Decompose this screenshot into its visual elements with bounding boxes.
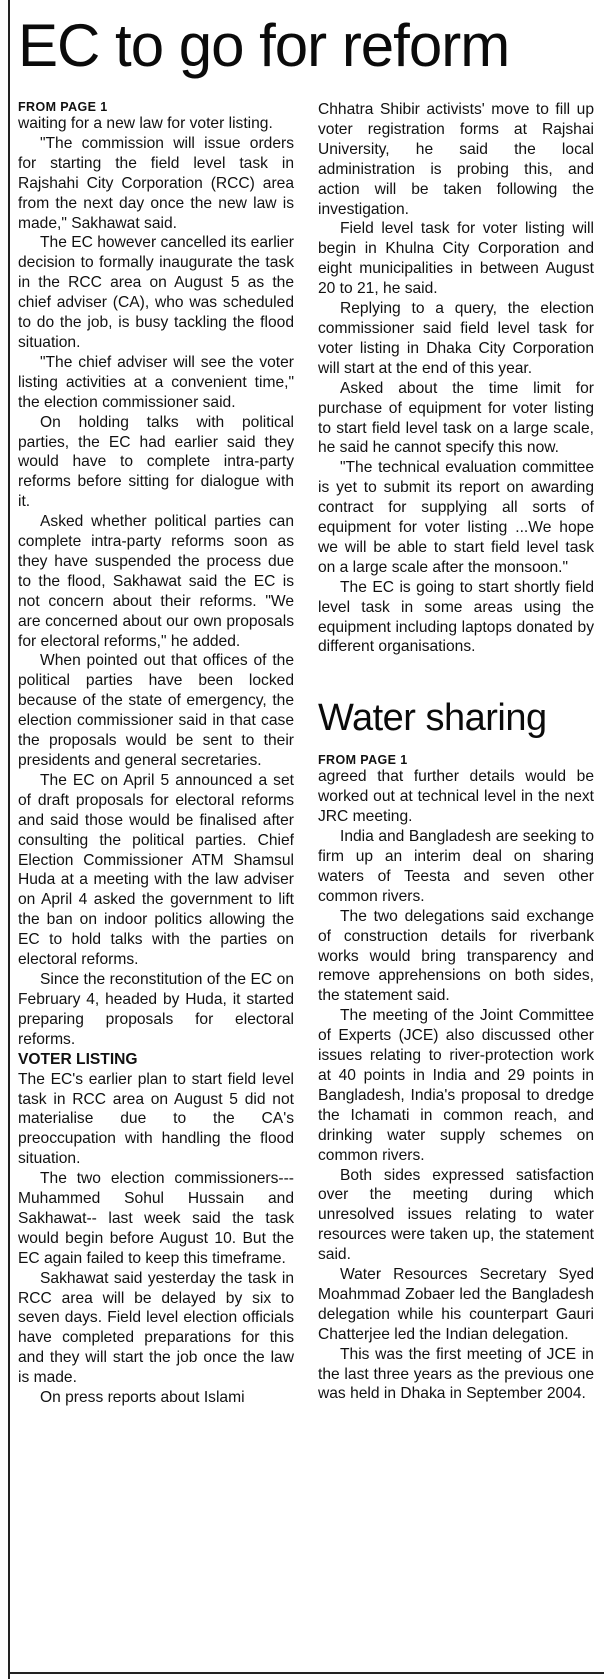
article1-paragraph: On holding talks with political parties, the EC had earlier said they would have to complete intra-party reforms before sitting for dialogue with it. bbox=[18, 413, 294, 511]
article2-paragraph: The two delegations said exchange of construction details for riverbank works would bring transparency and remove apprehensions on both sides, the statement said. bbox=[318, 907, 594, 1005]
continued-from-label: FROM PAGE 1 bbox=[18, 100, 108, 114]
article1-continued-paragraph: Asked about the time limit for purchase of equipment for voter listing to start field level task on a large scale, he said he cannot specify this now. bbox=[318, 379, 594, 457]
article-headline-ec-reform: EC to go for reform bbox=[18, 12, 510, 79]
right-column bbox=[318, 100, 594, 1404]
article2-paragraph: agreed that further details would be worked out at technical level in the next JRC meeting. bbox=[318, 768, 594, 826]
article1-continued-paragraph: Chhatra Shibir activists' move to fill up voter registration forms at Rajshai University, he said the local administration is probing this, and action will be taken following the investigation. bbox=[318, 101, 594, 218]
article1-paragraph: "The commission will issue orders for starting the field level task in Rajshahi City Corporation (RCC) area from the next day once the new law is made," Sakhawat said. bbox=[18, 134, 294, 232]
article-headline-water-sharing: Water sharing bbox=[318, 697, 547, 740]
article1-paragraph: Since the reconstitution of the EC on February 4, headed by Huda, it started preparing proposals for electoral reforms. bbox=[18, 970, 294, 1048]
voter-listing-paragraph: On press reports about Islami bbox=[40, 1389, 245, 1407]
left-column-rule bbox=[8, 0, 10, 1679]
article1-paragraph: When pointed out that offices of the political parties have been locked because of the state of emergency, the election commissioner said in that case the proposals would be sent to their presidents and general secretaries. bbox=[18, 652, 294, 769]
article2-paragraph: Water Resources Secretary Syed Moahmmad Zobaer led the Bangladesh delegation while his counterpart Gauri Chatterjee led the Indian delegation. bbox=[318, 1266, 594, 1343]
article2-paragraph: The meeting of the Joint Committee of Experts (JCE) also discussed other issues relating to river-protection work at 40 points in India and 29 points in Bangladesh, India's proposal to dredge the Ichamati in common reach, and drinking water supply schemes on common rivers. bbox=[318, 1007, 594, 1164]
article2-paragraph: This was the first meeting of JCE in the last three years as the previous one was held in Dhaka in September 2004. bbox=[318, 1345, 594, 1403]
article1-paragraph: waiting for a new law for voter listing. bbox=[18, 115, 273, 132]
article1-continued-paragraph: The EC is going to start shortly field level task in some areas using the equipment including laptops donated by different organisations. bbox=[318, 578, 594, 656]
voter-listing-paragraph: Sakhawat said yesterday the task in RCC area will be delayed by six to seven days. Field level election officials have completed preparations for this and they will start the job once the law is made. bbox=[18, 1269, 294, 1387]
article2-paragraph: India and Bangladesh are seeking to firm up an interim deal on sharing waters of Teesta and seven other common rivers. bbox=[318, 828, 594, 905]
section-subhead-voter-listing: VOTER LISTING bbox=[18, 1050, 138, 1068]
article1-paragraph: Asked whether political parties can complete intra-party reforms soon as they have suspended the process due to the flood, Sakhawat said the EC is not concern about their reforms. "We are concerned about our own proposals for electoral reforms," he added. bbox=[18, 513, 294, 650]
bottom-rule bbox=[8, 1672, 604, 1674]
continued-from-label: FROM PAGE 1 bbox=[318, 753, 408, 768]
article1-paragraph: The EC however cancelled its earlier decision to formally inaugurate the task in the RCC area on August 5 as the chief adviser (CA), who was scheduled to do the job, is busy tackling the flood situation. bbox=[18, 234, 294, 351]
article1-paragraph: "The chief adviser will see the voter listing activities at a convenient time," the election commissioner said. bbox=[18, 353, 294, 411]
article2-paragraph: Both sides expressed satisfaction over the meeting during which unresolved issues relating to water resources were taken up, the statement said. bbox=[318, 1166, 594, 1264]
article1-paragraph: The EC on April 5 announced a set of draft proposals for electoral reforms and said those would be finalised after consulting the political parties. Chief Election Commissioner ATM Shamsul Huda at a meeting with the law adviser on April 4 asked the government to lift the ban on indoor politics allowing the EC to hold talks with the parties on electoral reforms. bbox=[18, 771, 294, 969]
voter-listing-paragraph: The two election commissioners---Muhammed Sohul Hussain and Sakhawat-- last week said the task would begin before August 10. But the EC again failed to keep this timeframe. bbox=[18, 1170, 294, 1267]
article1-continued-paragraph: Field level task for voter listing will begin in Khulna City Corporation and eight municipalities in between August 20 to 21, he said. bbox=[318, 220, 594, 298]
article1-continued-paragraph: "The technical evaluation committee is yet to submit its report on awarding contract for supplying all sorts of equipment for voter listing ...We hope we will be able to start field level task on a large scale after the monsoon." bbox=[318, 459, 594, 576]
voter-listing-paragraph: The EC's earlier plan to start field level task in RCC area on August 5 did not materialise due to the CA's preoccupation with handling the flood situation. bbox=[18, 1070, 294, 1168]
article1-left-column bbox=[18, 100, 294, 1408]
article1-continued-paragraph: Replying to a query, the election commissioner said field level task for voter listing in Dhaka City Corporation will start at the end of this year. bbox=[318, 300, 594, 377]
